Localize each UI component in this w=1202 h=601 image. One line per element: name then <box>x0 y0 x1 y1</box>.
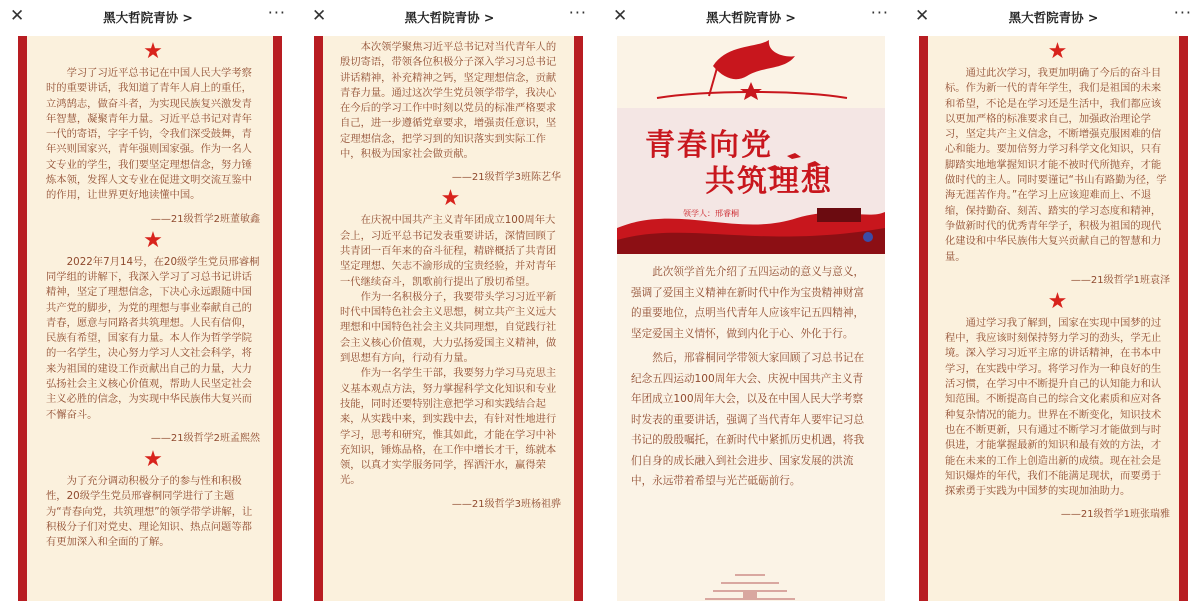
paragraph: 此次领学首先介绍了五四运动的意义与意义，强调了爱国主义精神在新时代中作为宝贵精神财富的重要地位，点明当代青年人应该牢记五四精神，坚定爱国主义情怀，做到内化于心、外化于行。 <box>631 266 865 340</box>
signature: ——21级哲学3班陈艺华 <box>451 172 561 184</box>
star-icon: ★ <box>143 446 163 472</box>
paragraph: 为了充分调动积极分子的参与性和积极性，20级学生党员邢睿桐同学进行了主题为“青春向党，共筑理想”的领学带学讲解，让积极分子们对党史、理论知识、热点问题等都有更加深入和全面的了解。 <box>46 474 253 549</box>
more-icon[interactable]: ··· <box>267 3 286 22</box>
top-bar <box>905 0 1202 34</box>
poster-title <box>645 128 833 200</box>
paragraph: 作为一名积极分子，我要带头学习习近平新时代中国特色社会主义思想，树立共产主义远大理想和中国特色社会主义共同理想，自觉践行社会主义核心价值观，大力弘扬爱国主义精神，做到思想有方向，行动有力量。 <box>340 290 557 365</box>
top-bar <box>302 0 597 34</box>
close-icon[interactable]: ✕ <box>915 6 930 26</box>
poster-image <box>617 108 885 254</box>
play-dot-icon[interactable] <box>863 232 873 242</box>
star-icon: ★ <box>143 227 163 253</box>
article-panel-3 <box>603 0 899 601</box>
gate-building-icon <box>695 571 805 601</box>
star-icon: ★ <box>1047 288 1068 314</box>
paragraph: 本次领学聚焦习近平总书记对当代青年人的殷切寄语，带领各位积极分子深入学习习总书记讲话精神，补充精神之钙，坚定理想信念，贡献青春力量。通过这次学生党员领学带学，我决心在今后的学习工作中时刻以党员的标准严格要求自己，进一步遵循党章要求，增强责任意识，坚定理想信念，把学习到的知识落实到实际工作中，积极为国家社会做贡献。 <box>340 41 557 161</box>
article-panel-2 <box>302 0 597 601</box>
paragraph: 作为一名学生干部，我要努力学习马克思主义基本观点方法，努力掌握科学文化知识和专业技能，同时还要特别注意把学习和实践结合起来，从实践中来，到实践中去，有针对性地进行学习，思考和研究，惟其如此，才能在学习中补充知识，锤炼品格，在工作中增长才干，练就本领，以真才实学服务同学，挥洒汗水，赢得荣光。 <box>340 367 557 487</box>
paragraph: 2022年7月14号，在20级学生党员邢睿桐同学组的讲解下，我深入学习了习总书记讲话精神，坚定了理想信念，下决心永远跟随中国共产党的脚步，为党的理想与事业奉献自己的青春，愿意与同路者共筑理想。人民有信仰，民族有希望，国家有力量。本人作为哲学学院的一名学生，决心努力学习人文社会科学，将来为祖国的建设工作贡献出自己的力量，大力弘扬社会主义核心价值观，帮助人民坚定社会主义必胜的信念，为实现中华民族伟大复兴而不懈奋斗。 <box>46 255 260 421</box>
star-icon: ★ <box>1047 39 1068 64</box>
signature: ——21级哲学2班董敏鑫 <box>150 213 260 225</box>
close-icon[interactable]: ✕ <box>613 6 628 26</box>
account-title[interactable]: 黑大哲院青协 > <box>1008 10 1099 25</box>
flag-banner <box>617 36 885 108</box>
signature: ——21级哲学2班孟熙然 <box>150 432 260 444</box>
more-icon[interactable]: ··· <box>568 3 587 22</box>
close-icon[interactable]: ✕ <box>312 6 327 26</box>
article-body <box>340 40 561 601</box>
more-icon[interactable]: ··· <box>870 3 889 22</box>
article-panel-1 <box>0 0 296 601</box>
right-red-rail <box>273 36 282 601</box>
top-bar <box>603 0 899 34</box>
paragraph: 通过此次学习，我更加明确了今后的奋斗目标。作为新一代的青年学生，我们是祖国的未来和希望，不论是在学习还是生活中，我们都应该以更加严格的标准要求自己，加强政治理论学习，坚定共产主义信念，不断增强克服困难的信心和能力。要加倍努力学习科学文化知识，只有脚踏实地地掌握知识才能不被时代所抛弃，才能做时代的主人。同时要谨记“书山有路勤为径，学海无涯苦作舟。”在学习上应该迎难而上、不退缩，保持勤奋、刻苦、踏实的学习态度和精神，争做新时代的优秀青年学子，积极为祖国的现代化建设和中华民族伟大复兴贡献自己的智慧和力量。 <box>945 67 1167 263</box>
poster-subtitle: 领学人：邢睿桐 <box>683 209 739 218</box>
paragraph: 通过学习我了解到，国家在实现中国梦的过程中，我应该时刻保持努力学习的劲头，学无止境。深入学习习近平主席的讲话精神，在书本中学习，在实践中学习。将学习作为一种良好的生活习惯，在学习中不断提升自己的认知能力和认知范围。不断提高自己的综合文化素质和应对各种复杂情况的能力。世界在不断变化，知识技术也在不断更新，只有通过不断学习才能做到与时俱进，才能掌握最新的知识和最有效的方法，才能在未来的工作上创造出新的成绩。现在社会是知识爆炸的年代，我们不能满足现状，而要勇于探索勇于实践为中国梦的实现加油助力。 <box>945 316 1162 498</box>
red-flag-icon <box>617 36 885 108</box>
signature: ——21级哲学1班袁泽 <box>1070 274 1170 286</box>
signature: ——21级哲学3班杨祖骅 <box>451 498 561 510</box>
paragraph: 然后，邢睿桐同学带领大家回顾了习总书记在纪念五四运动100周年大会、庆祝中国共产主义青年团成立100周年大会，以及在中国人民大学考察时发表的重要讲话，强调了当代青年人要牢记习总书记的殷殷嘱托，在新时代中紧抓历史机遇，将我们自身的成长融入到社会进步、国家发展的洪流中，永远带着希望与光芒砥砺前行。 <box>631 352 865 487</box>
close-icon[interactable]: ✕ <box>10 6 25 26</box>
more-icon[interactable]: ··· <box>1173 3 1192 22</box>
paragraph: 在庆祝中国共产主义青年团成立100周年大会上，习近平总书记发表重要讲话，深情回顾了共青团一百年来的奋斗征程，精辟概括了共青团坚定理想、矢志不渝形成的宝贵经验，并对青年一代继续奋斗，凯歌前行提出了殷切希望。 <box>340 214 557 288</box>
account-title[interactable]: 黑大哲院青协 > <box>103 10 193 25</box>
right-red-rail <box>1179 36 1188 601</box>
article-body <box>631 262 873 492</box>
left-red-rail <box>18 36 27 601</box>
poster-title-line-2: 共筑理想 <box>705 164 833 199</box>
left-red-rail <box>314 36 323 601</box>
article-body <box>46 38 260 601</box>
signature: ——21级哲学1班张瑞雅 <box>1060 509 1170 521</box>
account-title[interactable]: 黑大哲院青协 > <box>706 10 796 25</box>
poster-title-line-1: 青春向党 <box>645 128 773 163</box>
star-icon: ★ <box>440 186 461 212</box>
account-title[interactable]: 黑大哲院青协 > <box>404 10 495 25</box>
left-red-rail <box>919 36 928 601</box>
paragraph: 学习了习近平总书记在中国人民大学考察时的重要讲话，我知道了青年人肩上的重任，立鸿鹄志，做奋斗者，为实现民族复兴激发青年智慧，凝聚青年力量。习近平总书记对青年一代的寄语，字字千钧，令我们深受鼓舞，青年兴则国家兴，青年强则国家强。作为一名人文专业的学生，我们要坚定理想信念，努力锤炼本领，发挥人文专业在促进文明交流互鉴中的作用，让世界更好地读懂中国。 <box>46 67 252 202</box>
star-icon: ★ <box>143 39 163 64</box>
right-red-rail <box>574 36 583 601</box>
article-panel-4 <box>905 0 1202 601</box>
top-bar <box>0 0 296 34</box>
article-body <box>945 38 1170 601</box>
